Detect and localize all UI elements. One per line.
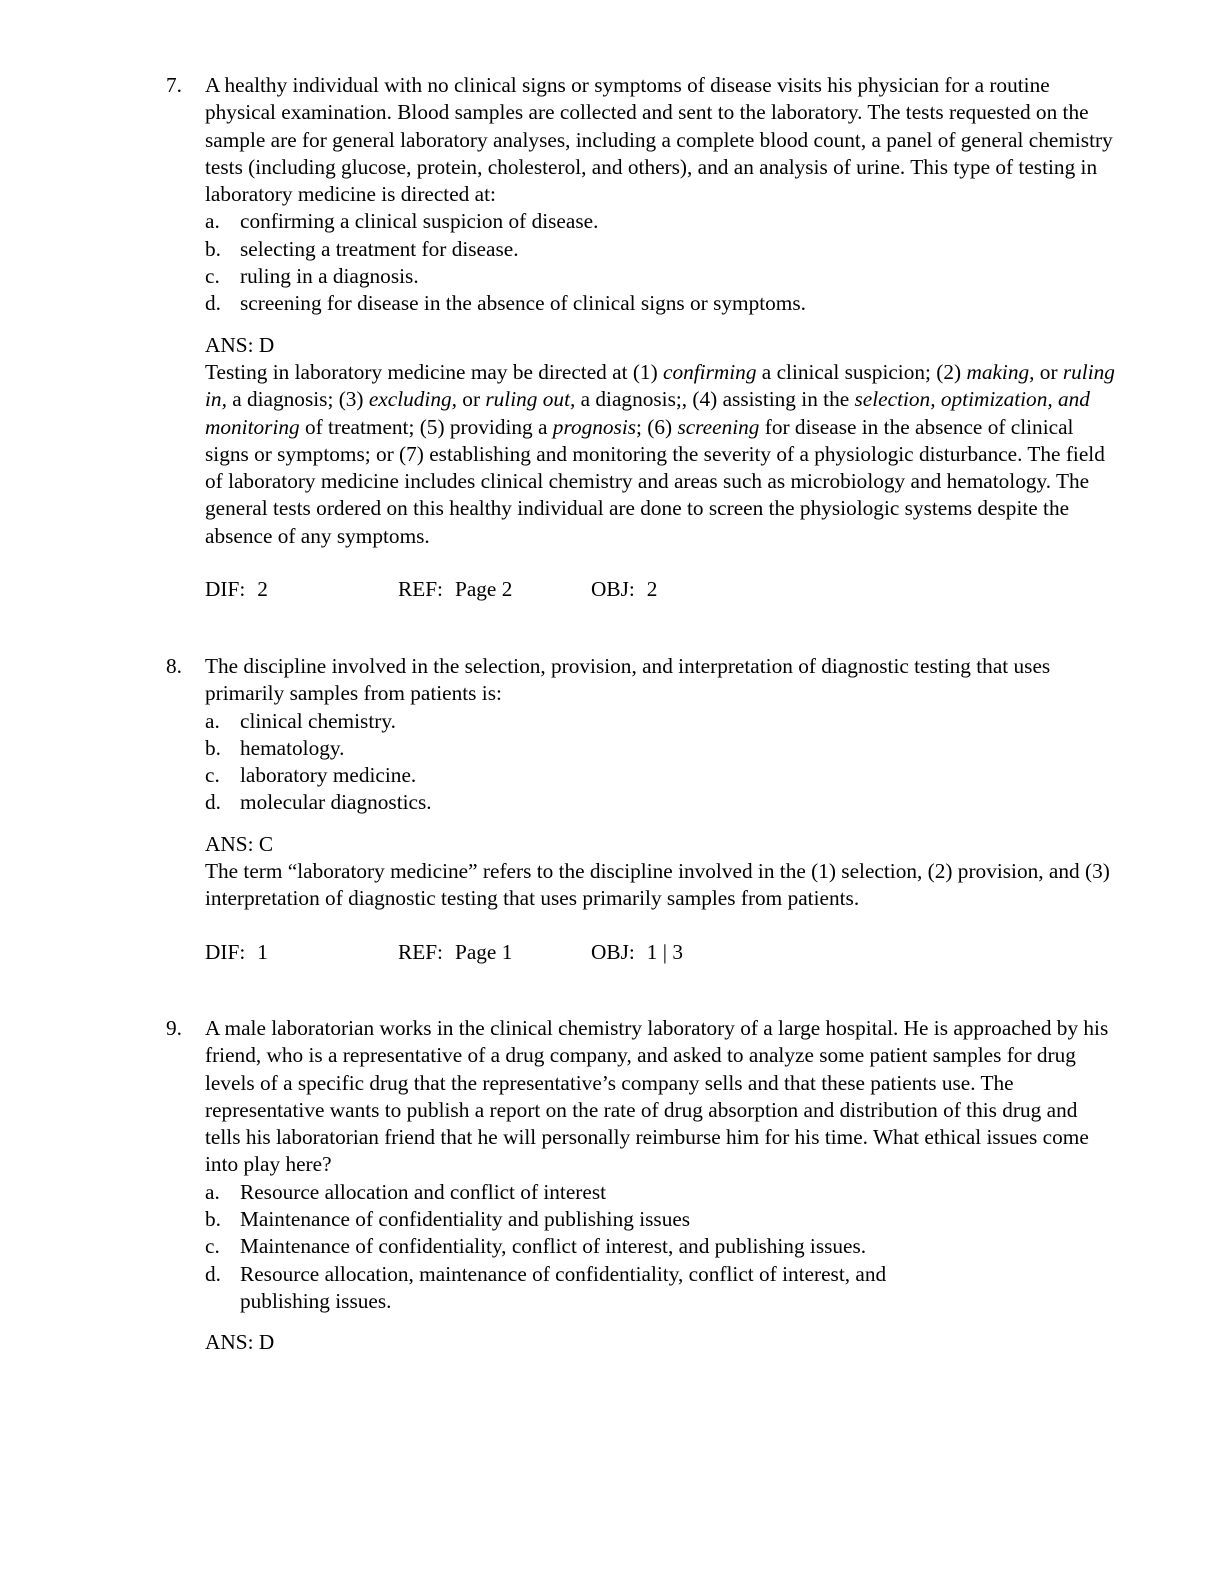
difficulty-label: DIF: xyxy=(205,939,246,964)
option-b xyxy=(205,236,1116,263)
option-a xyxy=(205,208,1116,235)
question-number: 9. xyxy=(166,1016,182,1040)
answer-key: ANS: C xyxy=(205,831,274,856)
answer-explanation xyxy=(205,359,1116,550)
explanation-text: of treatment; (5) providing a xyxy=(299,414,553,439)
difficulty xyxy=(205,939,398,966)
option-d xyxy=(205,789,1116,816)
explanation-text: or xyxy=(456,387,486,412)
reference-value: Page 2 xyxy=(454,577,513,602)
option-text: Maintenance of confidentiality, conflict of interest, and publishing issues. xyxy=(240,1234,867,1259)
option-letter: b. xyxy=(205,735,221,760)
option-d xyxy=(205,1261,1116,1316)
option-text: molecular diagnostics. xyxy=(240,790,432,815)
explanation-text: a diagnosis; (3) xyxy=(226,387,369,412)
option-b xyxy=(205,1206,1116,1233)
explanation-emphasis: confirming xyxy=(663,359,757,384)
option-a xyxy=(205,708,1116,735)
question-stem: A healthy individual with no clinical signs or symptoms of disease visits his physician for a routine physical examination. Blood samples are collected and sent to the laboratory. The tests requested on the sample are for general laboratory analyses, including a complete blood count, a panel of general chemistry tests (including glucose, protein, cholesterol, and others), and an analysis of urine. This type of testing in laboratory medicine is directed at: xyxy=(205,73,1113,207)
question-number: 8. xyxy=(166,654,182,678)
option-c xyxy=(205,1233,1116,1260)
answer-block xyxy=(166,1329,1116,1356)
option-letter: c. xyxy=(205,763,220,788)
option-text: Resource allocation, maintenance of confidentiality, conflict of interest, and publishing issues. xyxy=(240,1261,887,1313)
option-letter: b. xyxy=(205,236,221,261)
answer-explanation: The term “laboratory medicine” refers to the discipline involved in the (1) selection, (2) provision, and (3) interpretation of diagnostic testing that uses primarily samples from patients. xyxy=(205,859,1110,911)
option-letter: a. xyxy=(205,708,220,733)
objective-value: 2 xyxy=(646,577,658,602)
objective-label: OBJ: xyxy=(591,577,635,602)
answer-block xyxy=(166,831,1116,966)
objective-value: 1 | 3 xyxy=(646,939,684,964)
reference-label: REF: xyxy=(398,577,443,602)
option-letter: c. xyxy=(205,264,220,289)
option-text: laboratory medicine. xyxy=(240,763,417,788)
option-c xyxy=(205,762,1116,789)
explanation-text: ; (6) xyxy=(636,414,678,439)
option-text: ruling in a diagnosis. xyxy=(240,264,419,289)
difficulty-value: 2 xyxy=(257,577,268,602)
question-7 xyxy=(166,72,1116,603)
explanation-text: Testing in laboratory medicine may be directed at (1) xyxy=(205,359,663,384)
explanation-text: a diagnosis;, (4) assisting in the xyxy=(575,387,855,412)
option-list xyxy=(166,708,1116,817)
question-metadata xyxy=(205,939,1116,966)
question-stem: The discipline involved in the selection, provision, and interpretation of diagnostic testing that uses primarily samples from patients is: xyxy=(205,654,1051,706)
option-letter: a. xyxy=(205,209,220,234)
option-text: confirming a clinical suspicion of disease. xyxy=(240,209,599,234)
question-number: 7. xyxy=(166,73,182,97)
difficulty-label: DIF: xyxy=(205,577,246,602)
option-letter: d. xyxy=(205,1261,221,1286)
objective-label: OBJ: xyxy=(591,939,635,964)
option-letter: d. xyxy=(205,790,221,815)
option-list xyxy=(166,208,1116,317)
explanation-emphasis: excluding, xyxy=(368,387,457,412)
question-8 xyxy=(166,653,1116,966)
explanation-text: a clinical suspicion; (2) xyxy=(756,359,967,384)
explanation-emphasis: selection, optimization, and monitoring xyxy=(205,387,1090,439)
option-text: Maintenance of confidentiality and publishing issues xyxy=(240,1207,691,1232)
option-text: Resource allocation and conflict of interest xyxy=(240,1179,607,1204)
answer-block xyxy=(166,332,1116,604)
question-metadata xyxy=(205,576,1116,603)
objective xyxy=(591,576,657,603)
option-letter: b. xyxy=(205,1207,221,1232)
question-stem-row xyxy=(166,653,1116,708)
option-text: screening for disease in the absence of clinical signs or symptoms. xyxy=(240,291,806,316)
option-list xyxy=(166,1179,1116,1315)
option-text: clinical chemistry. xyxy=(240,708,396,733)
reference xyxy=(398,939,591,966)
difficulty-value: 1 xyxy=(257,939,268,964)
question-stem: A male laboratorian works in the clinical chemistry laboratory of a large hospital. He is approached by his friend, who is a representative of a drug company, and asked to analyze some patient samples for drug levels of a specific drug that the representative’s company sells and that these patients use. The representative wants to publish a report on the rate of drug absorption and distribution of this drug and tells his laboratorian friend that he will personally reimburse him for his time. What ethical issues come into play here? xyxy=(205,1016,1109,1177)
question-stem-row xyxy=(166,1015,1116,1179)
question-stem-row xyxy=(166,72,1116,208)
explanation-emphasis: ruling out, xyxy=(485,387,576,412)
explanation-emphasis: ruling in, xyxy=(205,359,1115,412)
option-b xyxy=(205,735,1116,762)
option-text: hematology. xyxy=(240,735,345,760)
reference-value: Page 1 xyxy=(454,939,513,964)
option-a xyxy=(205,1179,1116,1206)
option-letter: c. xyxy=(205,1234,220,1259)
reference-label: REF: xyxy=(398,939,443,964)
difficulty xyxy=(205,576,398,603)
explanation-emphasis: prognosis xyxy=(552,414,637,439)
option-letter: a. xyxy=(205,1179,220,1204)
explanation-emphasis: screening xyxy=(677,414,760,439)
option-d xyxy=(205,290,1116,317)
option-c xyxy=(205,263,1116,290)
explanation-text: for disease in the absence of clinical signs or symptoms; or (7) establishing and monitoring the severity of a physiologic disturbance. The field of laboratory medicine includes clinical chemistry and areas such as microbiology and hematology. The general tests ordered on this healthy individual are done to screen the physiologic systems despite the absence of any symptoms. xyxy=(205,414,1105,548)
option-text: selecting a treatment for disease. xyxy=(240,236,519,261)
answer-key: ANS: D xyxy=(205,1330,275,1355)
explanation-emphasis: making, xyxy=(966,359,1035,384)
question-9 xyxy=(166,1015,1116,1357)
objective xyxy=(591,939,683,966)
answer-key: ANS: D xyxy=(205,332,275,357)
explanation-text: or xyxy=(1034,359,1063,384)
option-letter: d. xyxy=(205,291,221,316)
reference xyxy=(398,576,591,603)
